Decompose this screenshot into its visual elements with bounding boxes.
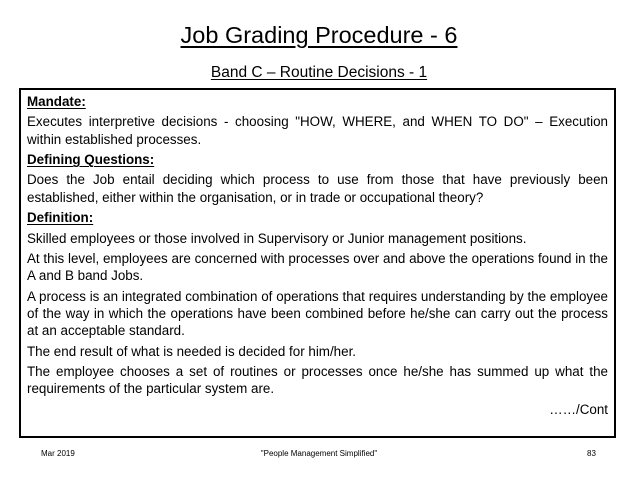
definition-paragraph: The end result of what is needed is decided for him/her.: [27, 343, 357, 359]
content-box: [19, 88, 616, 438]
definition-paragraph: Skilled employees or those involved in Supervisory or Junior management positions.: [27, 230, 527, 246]
defining-questions-text: Does the Job entail deciding which process to use from those that have previously been established, either within the organisation, or in trade or occupational theory?: [27, 172, 608, 205]
footer-page-number: 83: [587, 449, 596, 458]
mandate-text: Executes interpretive decisions - choosing "HOW, WHERE, and WHEN TO DO" – Execution within established processes.: [27, 114, 608, 147]
slide-subtitle: Band C – Routine Decisions - 1: [210, 64, 428, 81]
definition-paragraph: At this level, employees are concerned with processes over and above the operations found in the A and B band Jobs.: [27, 250, 608, 284]
defining-questions-heading: Defining Questions:: [27, 152, 155, 168]
definition-paragraph: The employee chooses a set of routines or processes once he/she has summed up what the requirements of the particular system are.: [27, 364, 608, 397]
slide-title: Job Grading Procedure - 6: [180, 22, 458, 48]
continuation-marker: ……/Cont: [549, 401, 608, 417]
footer-date: Mar 2019: [41, 449, 75, 458]
definition-paragraph: A process is an integrated combination of operations that requires understanding by the employee of the way in which the operations have been combined before he/she can carry out the process at an acceptable standard.: [27, 288, 608, 339]
footer-source: "People Management Simplified": [260, 449, 378, 458]
definition-heading: Definition:: [27, 210, 94, 226]
mandate-heading: Mandate:: [27, 94, 86, 109]
